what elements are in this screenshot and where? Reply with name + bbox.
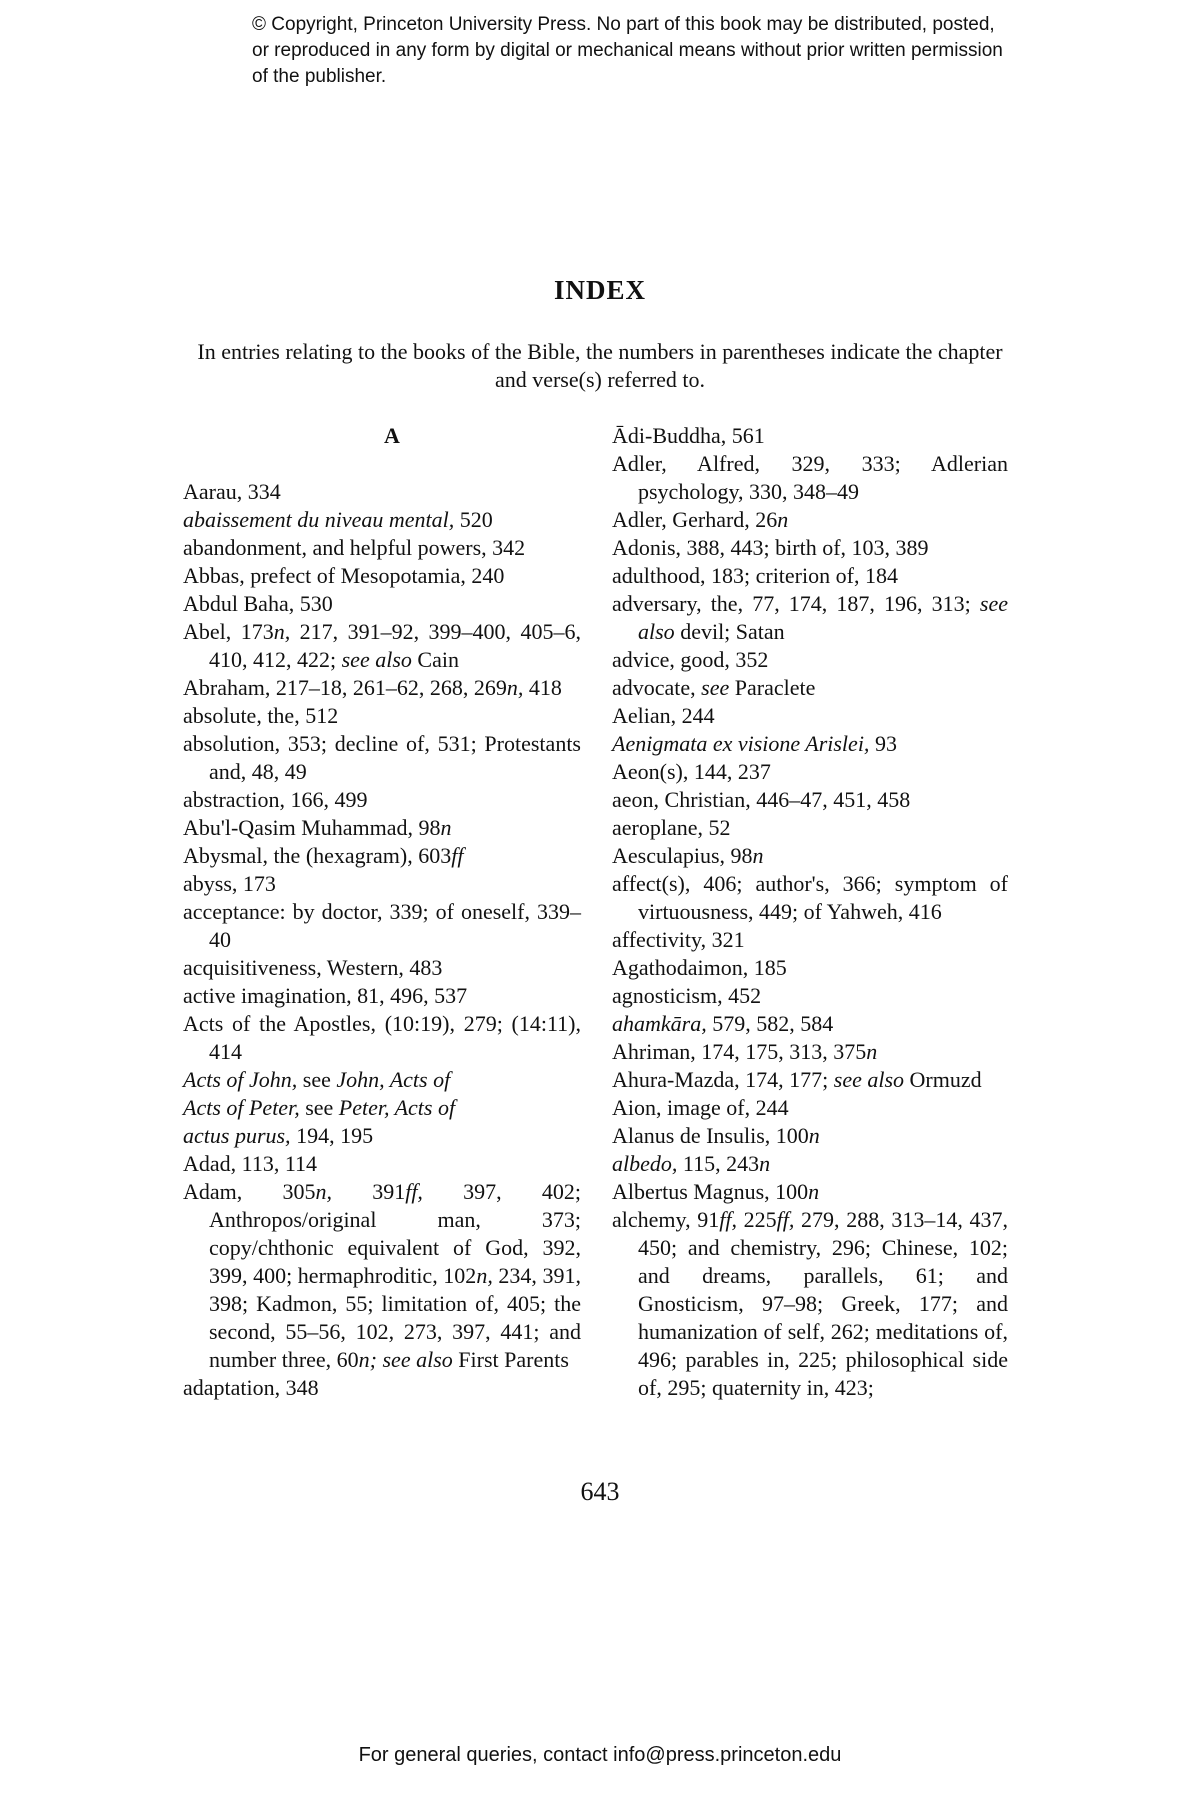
index-entry-text: Abysmal, the (hexagram), 603 <box>183 843 452 868</box>
index-entry <box>612 954 1008 982</box>
index-entry-text: 391 <box>331 1179 406 1204</box>
index-entry-text: affectivity, 321 <box>612 927 745 952</box>
index-entry-text: Adler, Alfred, 329, 333; Adlerian psychology, 330, 348–49 <box>612 451 1008 504</box>
section-letter: A <box>384 423 400 448</box>
index-entry-text: n, <box>273 619 291 644</box>
index-entry-text: ff, <box>405 1179 423 1204</box>
index-entry-text: abandonment, and helpful powers, 342 <box>183 535 526 560</box>
index-entry <box>612 646 1008 674</box>
index-entry-text: see <box>299 1095 339 1120</box>
index-entry <box>612 422 1008 450</box>
index-entry <box>183 982 581 1010</box>
index-entry-text: Abraham, 217–18, 261–62, 268, 269 <box>183 675 507 700</box>
index-entry-text: Abdul Baha, 530 <box>183 591 333 616</box>
index-entry-text: 217, 391–92, 399–400, 405–6, 410, 412, 422; <box>209 619 582 672</box>
index-entry-text: see also <box>341 647 412 672</box>
index-entry-text: n <box>440 815 452 840</box>
index-entry-text: 93 <box>869 731 897 756</box>
index-entry <box>183 1066 581 1094</box>
index-entry <box>612 1206 1008 1402</box>
index-entry <box>183 730 581 786</box>
index-entry <box>612 702 1008 730</box>
index-entry-text: 194, 195 <box>290 1123 374 1148</box>
index-entry <box>183 1178 581 1374</box>
index-entry <box>183 954 581 982</box>
index-entry-text: Ahura-Mazda, 174, 177; <box>612 1067 834 1092</box>
index-entry-text: Adler, Gerhard, 26 <box>612 507 778 532</box>
index-entry <box>612 814 1008 842</box>
index-entry-text: see <box>701 675 730 700</box>
index-entry <box>183 786 581 814</box>
index-entry-text: affect(s), 406; author's, 366; symptom of virtuousness, 449; of Yahweh, 416 <box>612 871 1008 924</box>
index-entry-text: albedo, <box>612 1151 678 1176</box>
index-entry <box>612 506 1008 534</box>
index-entry-text: Alanus de Insulis, 100 <box>612 1123 809 1148</box>
index-entry-text: Abel, 173 <box>183 619 274 644</box>
index-entry-text: Aeon(s), 144, 237 <box>612 759 771 784</box>
index-entry-text: Paraclete <box>729 675 816 700</box>
index-entry <box>183 814 581 842</box>
index-entry-text: Abbas, prefect of Mesopotamia, 240 <box>183 563 505 588</box>
index-entry-text: adaptation, 348 <box>183 1375 319 1400</box>
index-entry-text: n <box>808 1179 820 1204</box>
index-entry <box>183 702 581 730</box>
index-entry <box>183 534 581 562</box>
index-entry-text: 115, 243 <box>677 1151 760 1176</box>
index-entry-text: Aarau, 334 <box>183 479 281 504</box>
index-entry <box>183 842 581 870</box>
index-entry-text: n <box>777 507 789 532</box>
index-entry-text: adversary, the, 77, 174, 187, 196, 313; <box>612 591 980 616</box>
index-entry-text: ff <box>451 843 464 868</box>
index-entry-text: 225 <box>736 1207 777 1232</box>
index-entry <box>183 478 581 506</box>
index-entry-text: Ormuzd <box>904 1067 982 1092</box>
index-entry <box>612 1038 1008 1066</box>
index-entry <box>612 1122 1008 1150</box>
index-entry-text: acquisitiveness, Western, 483 <box>183 955 443 980</box>
index-entry <box>183 870 581 898</box>
index-entry-text: Agathodaimon, 185 <box>612 955 787 980</box>
index-entry-text: 397, 402; Anthropos/original man, 373; copy/chthonic equivalent of God, 392, 399, 400; hermaphroditic, 102 <box>209 1179 581 1288</box>
index-entry-text: abaissement du niveau mental, <box>183 507 455 532</box>
index-entry <box>612 870 1008 926</box>
index-entry <box>183 898 581 954</box>
index-entry-text: actus purus, <box>183 1123 291 1148</box>
page-number: 643 <box>580 1477 620 1506</box>
index-entry-text: Peter, Acts of <box>338 1095 456 1120</box>
index-entry-text: n, <box>476 1263 493 1288</box>
index-entry-text: n, <box>506 675 524 700</box>
index-entry <box>183 618 581 674</box>
index-entry <box>612 842 1008 870</box>
entry-list-left <box>183 478 581 1402</box>
index-entry <box>612 1066 1008 1094</box>
index-entry-text: Aion, image of, 244 <box>612 1095 789 1120</box>
index-entry <box>183 1094 581 1122</box>
index-entry-text: advocate, <box>612 675 702 700</box>
index-entry <box>612 1178 1008 1206</box>
copyright-notice: © Copyright, Princeton University Press. No part of this book may be distributed, posted, or reproduced in any form by digital or mechanical means without prior written permission of the publisher. <box>252 14 1003 87</box>
index-entry <box>183 1010 581 1066</box>
index-entry-text: agnosticism, 452 <box>612 983 762 1008</box>
index-entry-text: Acts of the Apostles, (10:19), 279; (14:11), 414 <box>183 1011 581 1064</box>
index-entry-text: acceptance: by doctor, 339; of oneself, 339–40 <box>183 899 581 952</box>
index-entry-text: alchemy, 91 <box>612 1207 720 1232</box>
index-entry-text: 418 <box>523 675 562 700</box>
index-entry-text: Ādi-Buddha, 561 <box>612 423 765 448</box>
page-title: INDEX <box>553 275 646 305</box>
index-entry <box>612 534 1008 562</box>
index-column-right <box>612 422 1008 1402</box>
index-entry-text: Abu'l-Qasim Muhammad, 98 <box>183 815 441 840</box>
index-column-left <box>183 422 581 1402</box>
index-entry <box>612 1150 1008 1178</box>
index-entry-text: advice, good, 352 <box>612 647 769 672</box>
index-entry-text: Aenigmata ex visione Arislei, <box>612 731 870 756</box>
index-entry <box>612 926 1008 954</box>
index-entry <box>612 730 1008 758</box>
index-entry <box>612 562 1008 590</box>
index-entry <box>612 450 1008 506</box>
index-entry <box>612 758 1008 786</box>
index-entry-text: Adonis, 388, 443; birth of, 103, 389 <box>612 535 929 560</box>
index-entry-text: n <box>808 1123 820 1148</box>
index-entry <box>612 1094 1008 1122</box>
index-entry-text: ff, <box>719 1207 737 1232</box>
index-entry-text: Ahriman, 174, 175, 313, 375 <box>612 1039 867 1064</box>
index-note: In entries relating to the books of the Bible, the numbers in parentheses indicate the chapter and verse(s) referred to. <box>197 339 1003 392</box>
index-entry-text: aeroplane, 52 <box>612 815 731 840</box>
index-entry-text: 579, 582, 584 <box>706 1011 834 1036</box>
index-entry <box>183 506 581 534</box>
index-entry-text: ahamkāra, <box>612 1011 707 1036</box>
index-entry <box>612 786 1008 814</box>
index-entry <box>612 590 1008 646</box>
index-entry <box>183 590 581 618</box>
index-entry-text: Adam, 305 <box>183 1179 316 1204</box>
index-entry-text: 234, 391, 398; Kadmon, 55; limitation of, 405; the second, 55–56, 102, 273, 397, 441; and number three, 60 <box>209 1263 582 1372</box>
index-entry-text: First Parents <box>452 1347 569 1372</box>
index-entry <box>183 1122 581 1150</box>
index-entry <box>183 562 581 590</box>
index-entry-text: ff, <box>776 1207 795 1232</box>
index-entry-text: n <box>759 1151 771 1176</box>
index-entry-text: see also <box>833 1067 905 1092</box>
index-entry-text: Acts of Peter, <box>183 1095 300 1120</box>
index-entry-text: Albertus Magnus, 100 <box>612 1179 809 1204</box>
index-entry <box>612 674 1008 702</box>
index-entry <box>183 674 581 702</box>
index-entry-text: see <box>297 1067 337 1092</box>
index-entry-text: Adad, 113, 114 <box>183 1151 318 1176</box>
index-entry-text: abstraction, 166, 499 <box>183 787 368 812</box>
index-entry <box>183 1374 581 1402</box>
index-entry-text: n, <box>315 1179 332 1204</box>
index-entry-text: see also <box>638 591 1008 644</box>
index-entry-text: absolution, 353; decline of, 531; Protestants and, 48, 49 <box>183 731 581 784</box>
index-entry-text: adulthood, 183; criterion of, 184 <box>612 563 898 588</box>
index-entry-text: Cain <box>411 647 459 672</box>
index-entry-text: 279, 288, 313–14, 437, 450; and chemistry, 296; Chinese, 102; and dreams, parallels, 61; and Gnosticism, 97–98; Greek, 177; and humanization of self, 262; meditations of, 496; parables in, 225; philosophical side of, 295; quaternity in, 423; <box>638 1207 1008 1400</box>
index-entry-text: absolute, the, 512 <box>183 703 339 728</box>
entry-list-right <box>612 422 1008 1402</box>
index-entry-text: aeon, Christian, 446–47, 451, 458 <box>612 787 911 812</box>
index-entry-text: John, Acts of <box>336 1067 451 1092</box>
index-entry-text: n; see also <box>358 1347 453 1372</box>
index-entry-text: Aesculapius, 98 <box>612 843 753 868</box>
index-entry-text: Aelian, 244 <box>612 703 715 728</box>
footer-contact: For general queries, contact info@press.princeton.edu <box>358 1744 842 1766</box>
index-entry <box>612 1010 1008 1038</box>
index-entry-text: n <box>752 843 764 868</box>
index-entry-text: abyss, 173 <box>183 871 276 896</box>
index-entry-text: n <box>866 1039 878 1064</box>
index-entry <box>612 982 1008 1010</box>
index-entry-text: Acts of John, <box>183 1067 298 1092</box>
index-entry-text: 520 <box>454 507 493 532</box>
index-entry-text: active imagination, 81, 496, 537 <box>183 983 468 1008</box>
index-entry <box>183 1150 581 1178</box>
index-entry-text: devil; Satan <box>674 619 785 644</box>
